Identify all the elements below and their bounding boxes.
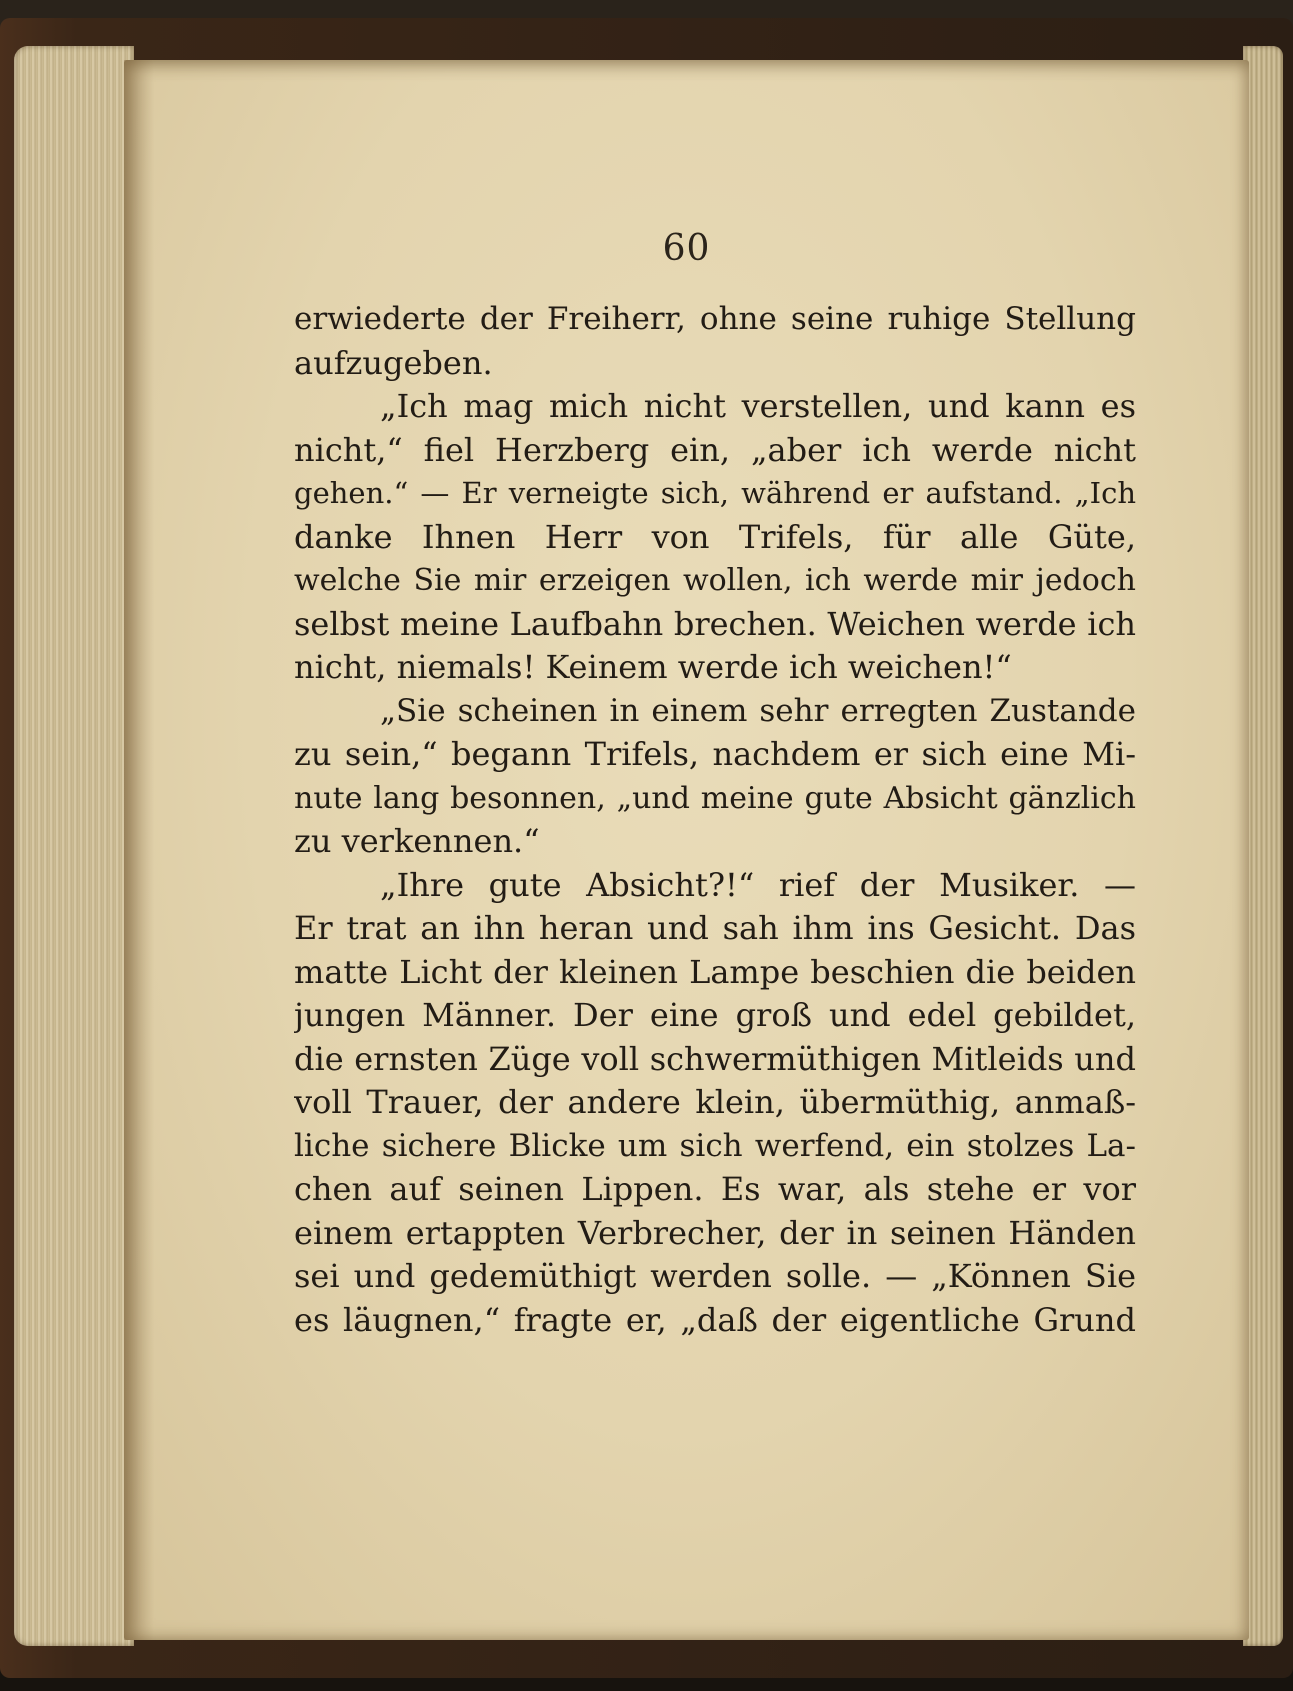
page-edges-left bbox=[14, 46, 134, 1646]
text-line: Er trat an ihn heran und sah ihm ins Gesicht. Das bbox=[294, 909, 1136, 947]
page-number: 60 bbox=[662, 228, 711, 269]
text-line: die ernsten Züge voll schwermüthigen Mitleids und bbox=[294, 1039, 1136, 1078]
page-text bbox=[294, 298, 1136, 1342]
text-line: voll Trauer, der andere klein, übermüthig, anmaß- bbox=[294, 1083, 1136, 1121]
text-line: jungen Männer. Der eine groß und edel gebildet, bbox=[294, 996, 1136, 1034]
text-line: sei und gedemüthigt werden solle. — „Können Sie bbox=[294, 1257, 1136, 1295]
text-line: „Ihre gute Absicht?!“ rief der Musiker. — bbox=[380, 865, 1136, 904]
text-line: „Ich mag mich nicht verstellen, und kann es bbox=[380, 387, 1136, 425]
text-line: danke Ihnen Herr von Trifels, für alle Güte, bbox=[294, 517, 1136, 556]
text-line: es läugnen,“ fragte er, „daß der eigentliche Grund bbox=[294, 1300, 1136, 1339]
text-line: nicht, niemals! Keinem werde ich weichen!“ bbox=[294, 648, 1012, 686]
book-page bbox=[124, 60, 1249, 1640]
text-line: welche Sie mir erzeigen wollen, ich werde mir jedoch bbox=[294, 563, 1136, 598]
text-line: chen auf seinen Lippen. Es war, als stehe er vor bbox=[294, 1170, 1136, 1208]
text-line: einem ertappten Verbrecher, der in seinen Händen bbox=[294, 1213, 1136, 1252]
page-edges-right bbox=[1243, 46, 1283, 1646]
text-line: aufzugeben. bbox=[294, 343, 493, 382]
text-line: erwiederte der Freiherr, ohne seine ruhige Stellung bbox=[294, 301, 1136, 337]
text-line: selbst meine Laufbahn brechen. Weichen werde ich bbox=[294, 604, 1136, 643]
text-line: „Sie scheinen in einem sehr erregten Zustande bbox=[380, 692, 1136, 729]
text-line: zu verkennen.“ bbox=[294, 822, 540, 860]
text-line: zu sein,“ begann Trifels, nachdem er sich eine Mi- bbox=[294, 735, 1136, 773]
text-line: nute lang besonnen, „und meine gute Absicht gänzlich bbox=[294, 780, 1136, 816]
text-line: liche sichere Blicke um sich werfend, ein stolzes La- bbox=[294, 1127, 1136, 1164]
text-line: gehen.“ — Er verneigte sich, während er aufstand. „Ich bbox=[294, 476, 1136, 510]
text-line: nicht,“ fiel Herzberg ein, „aber ich werde nicht bbox=[294, 430, 1136, 469]
text-line: matte Licht der kleinen Lampe beschien die beiden bbox=[294, 952, 1136, 991]
